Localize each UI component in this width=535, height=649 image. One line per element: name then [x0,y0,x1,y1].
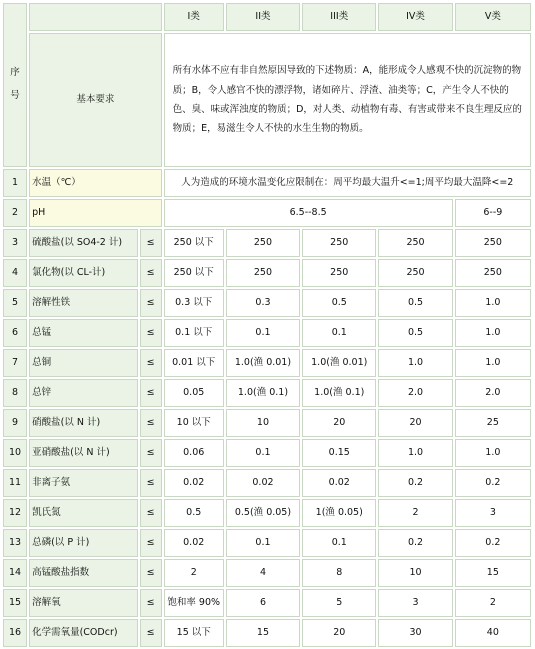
item-name: 水温（℃） [29,169,162,197]
operator: ≤ [140,469,162,497]
operator: ≤ [140,229,162,257]
operator: ≤ [140,439,162,467]
value-cell: 250 [378,259,452,287]
value-cell: 20 [302,409,376,437]
value-cell: 15 [455,559,531,587]
value-cell: 0.2 [378,469,452,497]
value-cell: 1.0 [455,349,531,377]
item-name: 溶解性铁 [29,289,137,317]
value-cell: 0.1 [226,529,300,557]
value-cell: 2 [455,589,531,617]
table-row [3,469,531,497]
value-cell: 0.15 [302,439,376,467]
operator: ≤ [140,379,162,407]
header-blank [29,3,162,31]
operator: ≤ [140,349,162,377]
row-number: 16 [3,619,27,647]
operator: ≤ [140,499,162,527]
operator: ≤ [140,529,162,557]
class-header: III类 [302,3,376,31]
row-number: 7 [3,349,27,377]
row-number: 9 [3,409,27,437]
value-cell: 8 [302,559,376,587]
value-cell: 1.0(渔 0.01) [226,349,300,377]
basic-req-label: 基本要求 [29,33,162,167]
item-name: 凯氏氮 [29,499,137,527]
value-cell: 3 [378,589,452,617]
value-cell: 15 以下 [164,619,224,647]
value-cell: 1.0(渔 0.1) [302,379,376,407]
value-cell: 0.2 [378,529,452,557]
class-header: IV类 [378,3,452,31]
value-cell: 0.1 [226,319,300,347]
table-row [3,169,531,197]
class-header: II类 [226,3,300,31]
value-cell: 0.1 [302,319,376,347]
item-name: 总磷(以 P 计) [29,529,137,557]
value-cell: 2 [378,499,452,527]
value-cell: 10 [226,409,300,437]
value-cell: 1.0 [455,319,531,347]
value-cell: 25 [455,409,531,437]
table-row [3,409,531,437]
value-cell: 6 [226,589,300,617]
operator: ≤ [140,409,162,437]
value-cell: 0.05 [164,379,224,407]
table-row [3,289,531,317]
operator: ≤ [140,559,162,587]
value-cell: 0.1 [302,529,376,557]
row-number: 10 [3,439,27,467]
value-cell: 1.0 [455,289,531,317]
value-cell: 250 [226,259,300,287]
value-cell: 0.5 [302,289,376,317]
item-name: 总锰 [29,319,137,347]
value-cell: 1.0(渔 0.1) [226,379,300,407]
value-cell: 1.0 [378,439,452,467]
row-number: 6 [3,319,27,347]
value-cell: 2.0 [378,379,452,407]
value-cell: 0.1 以下 [164,319,224,347]
value-cell: 250 以下 [164,259,224,287]
class-header: V类 [455,3,531,31]
value-cell: 250 [455,259,531,287]
item-name: 化学需氧量(CODcr) [29,619,137,647]
water-quality-table [1,1,533,649]
item-name: 亚硝酸盐(以 N 计) [29,439,137,467]
table-row [3,619,531,647]
value-cell: 0.06 [164,439,224,467]
value-cell: 0.3 以下 [164,289,224,317]
item-name: 硝酸盐(以 N 计) [29,409,137,437]
value-cell: 250 [226,229,300,257]
row-number: 8 [3,379,27,407]
table-row [3,319,531,347]
value-cell: 饱和率 90% [164,589,224,617]
row-number: 14 [3,559,27,587]
value-cell: 10 以下 [164,409,224,437]
row-number: 15 [3,589,27,617]
operator: ≤ [140,289,162,317]
value-cell: 0.5 [164,499,224,527]
value-cell: 250 [302,259,376,287]
value-cell: 0.02 [164,529,224,557]
value-cell: 250 以下 [164,229,224,257]
value-cell: 0.3 [226,289,300,317]
row-number: 12 [3,499,27,527]
value-cell: 1.0 [378,349,452,377]
operator: ≤ [140,319,162,347]
value-cell: 0.2 [455,469,531,497]
item-spec: 6.5--8.5 [164,199,453,227]
table-row [3,529,531,557]
value-cell: 20 [378,409,452,437]
item-name: 非离子氨 [29,469,137,497]
value-cell: 2.0 [455,379,531,407]
value-cell: 1(渔 0.05) [302,499,376,527]
value-cell: 0.5 [378,319,452,347]
item-name: 硫酸盐(以 SO4-2 计) [29,229,137,257]
value-cell: 40 [455,619,531,647]
value-cell: 0.1 [226,439,300,467]
table-row [3,589,531,617]
header-row [3,3,531,31]
table-row [3,499,531,527]
value-cell: 20 [302,619,376,647]
value-cell: 1.0(渔 0.01) [302,349,376,377]
value-cell: 0.02 [302,469,376,497]
row-number: 4 [3,259,27,287]
table-row [3,349,531,377]
basic-req-text: 所有水体不应有非自然原因导致的下述物质：A，能形成令人感观不快的沉淀物的物质；B，令人感官不快的漂浮物，诸如碎片、浮渣、油类等；C，产生令人不快的色、臭、味或浑浊度的物质；D，对人类、动植物有毒、有害或带来不良生理反应的物质；E，易滋生令人不快的水生生物的物质。 [164,33,531,167]
value-cell: 5 [302,589,376,617]
item-name: 总铜 [29,349,137,377]
operator: ≤ [140,589,162,617]
value-cell: 0.02 [226,469,300,497]
table-row [3,229,531,257]
value-cell: 0.02 [164,469,224,497]
value-cell: 250 [455,229,531,257]
row-number: 5 [3,289,27,317]
value-cell: 4 [226,559,300,587]
value-cell: 0.01 以下 [164,349,224,377]
table-row [3,559,531,587]
value-cell: 250 [302,229,376,257]
value-cell: 0.2 [455,529,531,557]
value-cell: 0.5(渔 0.05) [226,499,300,527]
item-name: 总锌 [29,379,137,407]
value-cell: 15 [226,619,300,647]
value-cell: 0.5 [378,289,452,317]
row-number: 1 [3,169,27,197]
table-row [3,379,531,407]
seq-header: 序号 [3,3,27,167]
value-cell: 2 [164,559,224,587]
row-number: 11 [3,469,27,497]
value-cell: 3 [455,499,531,527]
row-number: 3 [3,229,27,257]
value-cell: 250 [378,229,452,257]
value-cell: 6--9 [455,199,531,227]
operator: ≤ [140,619,162,647]
item-name: 高锰酸盐指数 [29,559,137,587]
operator: ≤ [140,259,162,287]
item-spec: 人为造成的环境水温变化应限制在：周平均最大温升<=1;周平均最大温降<=2 [164,169,531,197]
table-row [3,199,531,227]
item-name: pH [29,199,162,227]
item-name: 溶解氧 [29,589,137,617]
row-number: 2 [3,199,27,227]
table-row [3,259,531,287]
class-header: I类 [164,3,224,31]
value-cell: 10 [378,559,452,587]
item-name: 氯化物(以 CL-计) [29,259,137,287]
row-number: 13 [3,529,27,557]
table-row [3,439,531,467]
basic-requirement-row [3,33,531,167]
value-cell: 1.0 [455,439,531,467]
value-cell: 30 [378,619,452,647]
